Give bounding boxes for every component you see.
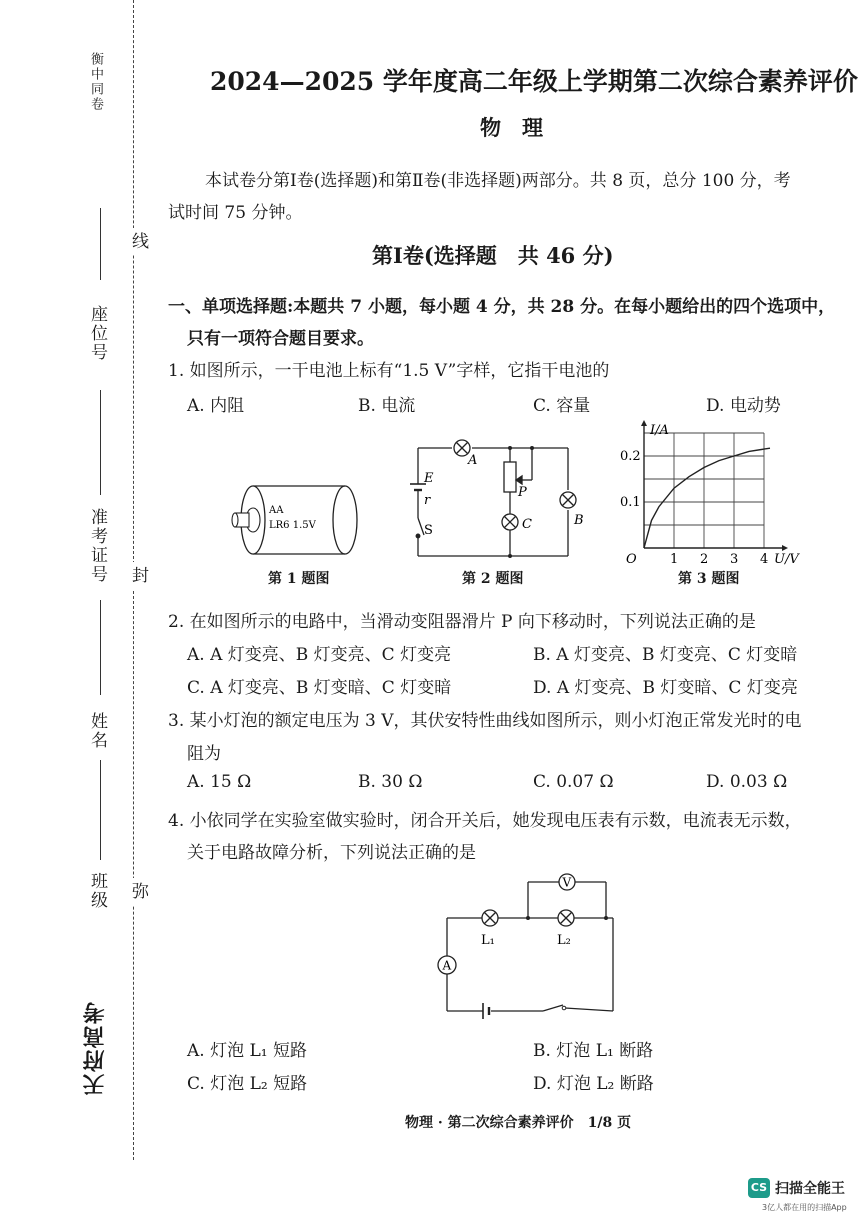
fig1-caption: 第 1 题图 (268, 571, 330, 587)
q4-option-d: D. 灯泡 L₂ 断路 (533, 1074, 654, 1094)
q1-option-c: C. 容量 (533, 396, 591, 416)
x-tick-label: 3 (730, 552, 739, 567)
circuit-label-r: r (424, 493, 431, 508)
margin-label-mi: 弥 (126, 878, 151, 905)
q2-option-a: A. A 灯变亮、B 灯变亮、C 灯变亮 (187, 645, 452, 665)
page-footer: 物理 · 第二次综合素养评价 1/8 页 (405, 1115, 632, 1131)
circuit-figure-q2 (400, 432, 600, 567)
y-tick-label: 0.1 (620, 495, 641, 510)
subject-title: 物 理 (480, 115, 543, 140)
battery-label-lr6: LR6 1.5V (269, 520, 316, 531)
q3-option-b: B. 30 Ω (358, 772, 423, 792)
section-title: 第Ⅰ卷(选择题 共 46 分) (372, 243, 614, 268)
q4-stem-line-2: 关于电路故障分析，下列说法正确的是 (187, 843, 476, 863)
circuit-label-c: C (522, 517, 532, 532)
scanner-app-slogan: 3亿人都在用的扫描App (762, 1203, 847, 1212)
origin-label: O (626, 552, 637, 567)
scanner-app-name: 扫描全能王 (775, 1181, 845, 1197)
margin-label-hengzhong: 衡中同卷 (88, 52, 103, 112)
scanner-logo: CS (748, 1178, 770, 1198)
y-axis-label: I/A (650, 423, 669, 438)
lamp-label-l2: L₂ (557, 933, 571, 948)
circuit-label-s: S (424, 523, 433, 538)
lamp-label-l1: L₁ (481, 933, 495, 948)
x-axis-label: U/V (774, 552, 799, 567)
x-tick-label: 1 (670, 552, 679, 567)
exam-title: 2024—2025 学年度高二年级上学期第二次综合素养评价 (210, 67, 858, 96)
exam-no-line (100, 390, 101, 495)
iv-curve-chart (618, 418, 808, 568)
seat-no-label: 座位号 (87, 305, 107, 362)
q1-option-b: B. 电流 (358, 396, 416, 416)
class-label: 班级 (87, 872, 107, 910)
q1-option-d: D. 电动势 (706, 396, 781, 416)
fig3-caption: 第 3 题图 (678, 571, 740, 587)
name-line (100, 600, 101, 695)
x-tick-label: 4 (760, 552, 769, 567)
circuit-label-b: B (574, 513, 584, 528)
meter-label-a: A (442, 958, 452, 973)
margin-label-xian: 线 (126, 228, 151, 255)
q1-stem: 1. 如图所示，一干电池上标有“1.5 V”字样，它指干电池的 (168, 361, 610, 381)
x-axis-arrow (782, 545, 788, 551)
meter-label-v: V (562, 875, 572, 890)
circuit-figure-q4 (425, 868, 625, 1028)
q2-option-b: B. A 灯变亮、B 灯变亮、C 灯变暗 (533, 645, 798, 665)
y-tick-label: 0.2 (620, 449, 641, 464)
q3-option-a: A. 15 Ω (187, 772, 252, 792)
circuit-label-p: P (518, 485, 527, 500)
q3-option-c: C. 0.07 Ω (533, 772, 614, 792)
q4-stem-line-1: 4. 小依同学在实验室做实验时，闭合开关后，她发现电压表有示数，电流表无示数， (168, 811, 802, 831)
seat-no-line (100, 208, 101, 280)
q3-option-d: D. 0.03 Ω (706, 772, 788, 792)
battery-label-aa: AA (269, 505, 284, 516)
q3-stem-line-2: 阻为 (187, 744, 221, 764)
circuit-label-e: E (424, 471, 434, 486)
exam-no-label: 准考证号 (87, 508, 107, 584)
q4-option-c: C. 灯泡 L₂ 短路 (187, 1074, 308, 1094)
intro-line-2: 试时间 75 分钟。 (168, 203, 303, 223)
fig2-caption: 第 2 题图 (462, 571, 524, 587)
part-instruction-2: 只有一项符合题目要求。 (187, 329, 374, 349)
margin-label-feng: 封 (126, 562, 151, 589)
iv-curve-series (644, 448, 770, 548)
y-axis-arrow (641, 420, 647, 426)
q1-option-a: A. 内阻 (187, 396, 245, 416)
name-label: 姓名 (87, 712, 107, 750)
q2-option-d: D. A 灯变亮、B 灯变暗、C 灯变亮 (533, 678, 798, 698)
q3-stem-line-1: 3. 某小灯泡的额定电压为 3 V，其伏安特性曲线如图所示，则小灯泡正常发光时的电 (168, 711, 802, 731)
x-tick-label: 2 (700, 552, 709, 567)
brand-logo-text: 天府高考 (83, 1000, 108, 1096)
battery-figure (225, 480, 375, 565)
q4-option-b: B. 灯泡 L₁ 断路 (533, 1041, 654, 1061)
q4-option-a: A. 灯泡 L₁ 短路 (187, 1041, 307, 1061)
q2-stem: 2. 在如图所示的电路中，当滑动变阻器滑片 P 向下移动时，下列说法正确的是 (168, 612, 756, 632)
intro-line-1: 本试卷分第Ⅰ卷(选择题)和第Ⅱ卷(非选择题)两部分。共 8 页，总分 100 分，考 (205, 171, 791, 191)
part-instruction-1: 一、单项选择题:本题共 7 小题，每小题 4 分，共 28 分。在每小题给出的四个选项中， (168, 297, 836, 317)
class-line (100, 760, 101, 860)
q2-option-c: C. A 灯变亮、B 灯变暗、C 灯变暗 (187, 678, 452, 698)
circuit-label-a: A (468, 453, 478, 468)
